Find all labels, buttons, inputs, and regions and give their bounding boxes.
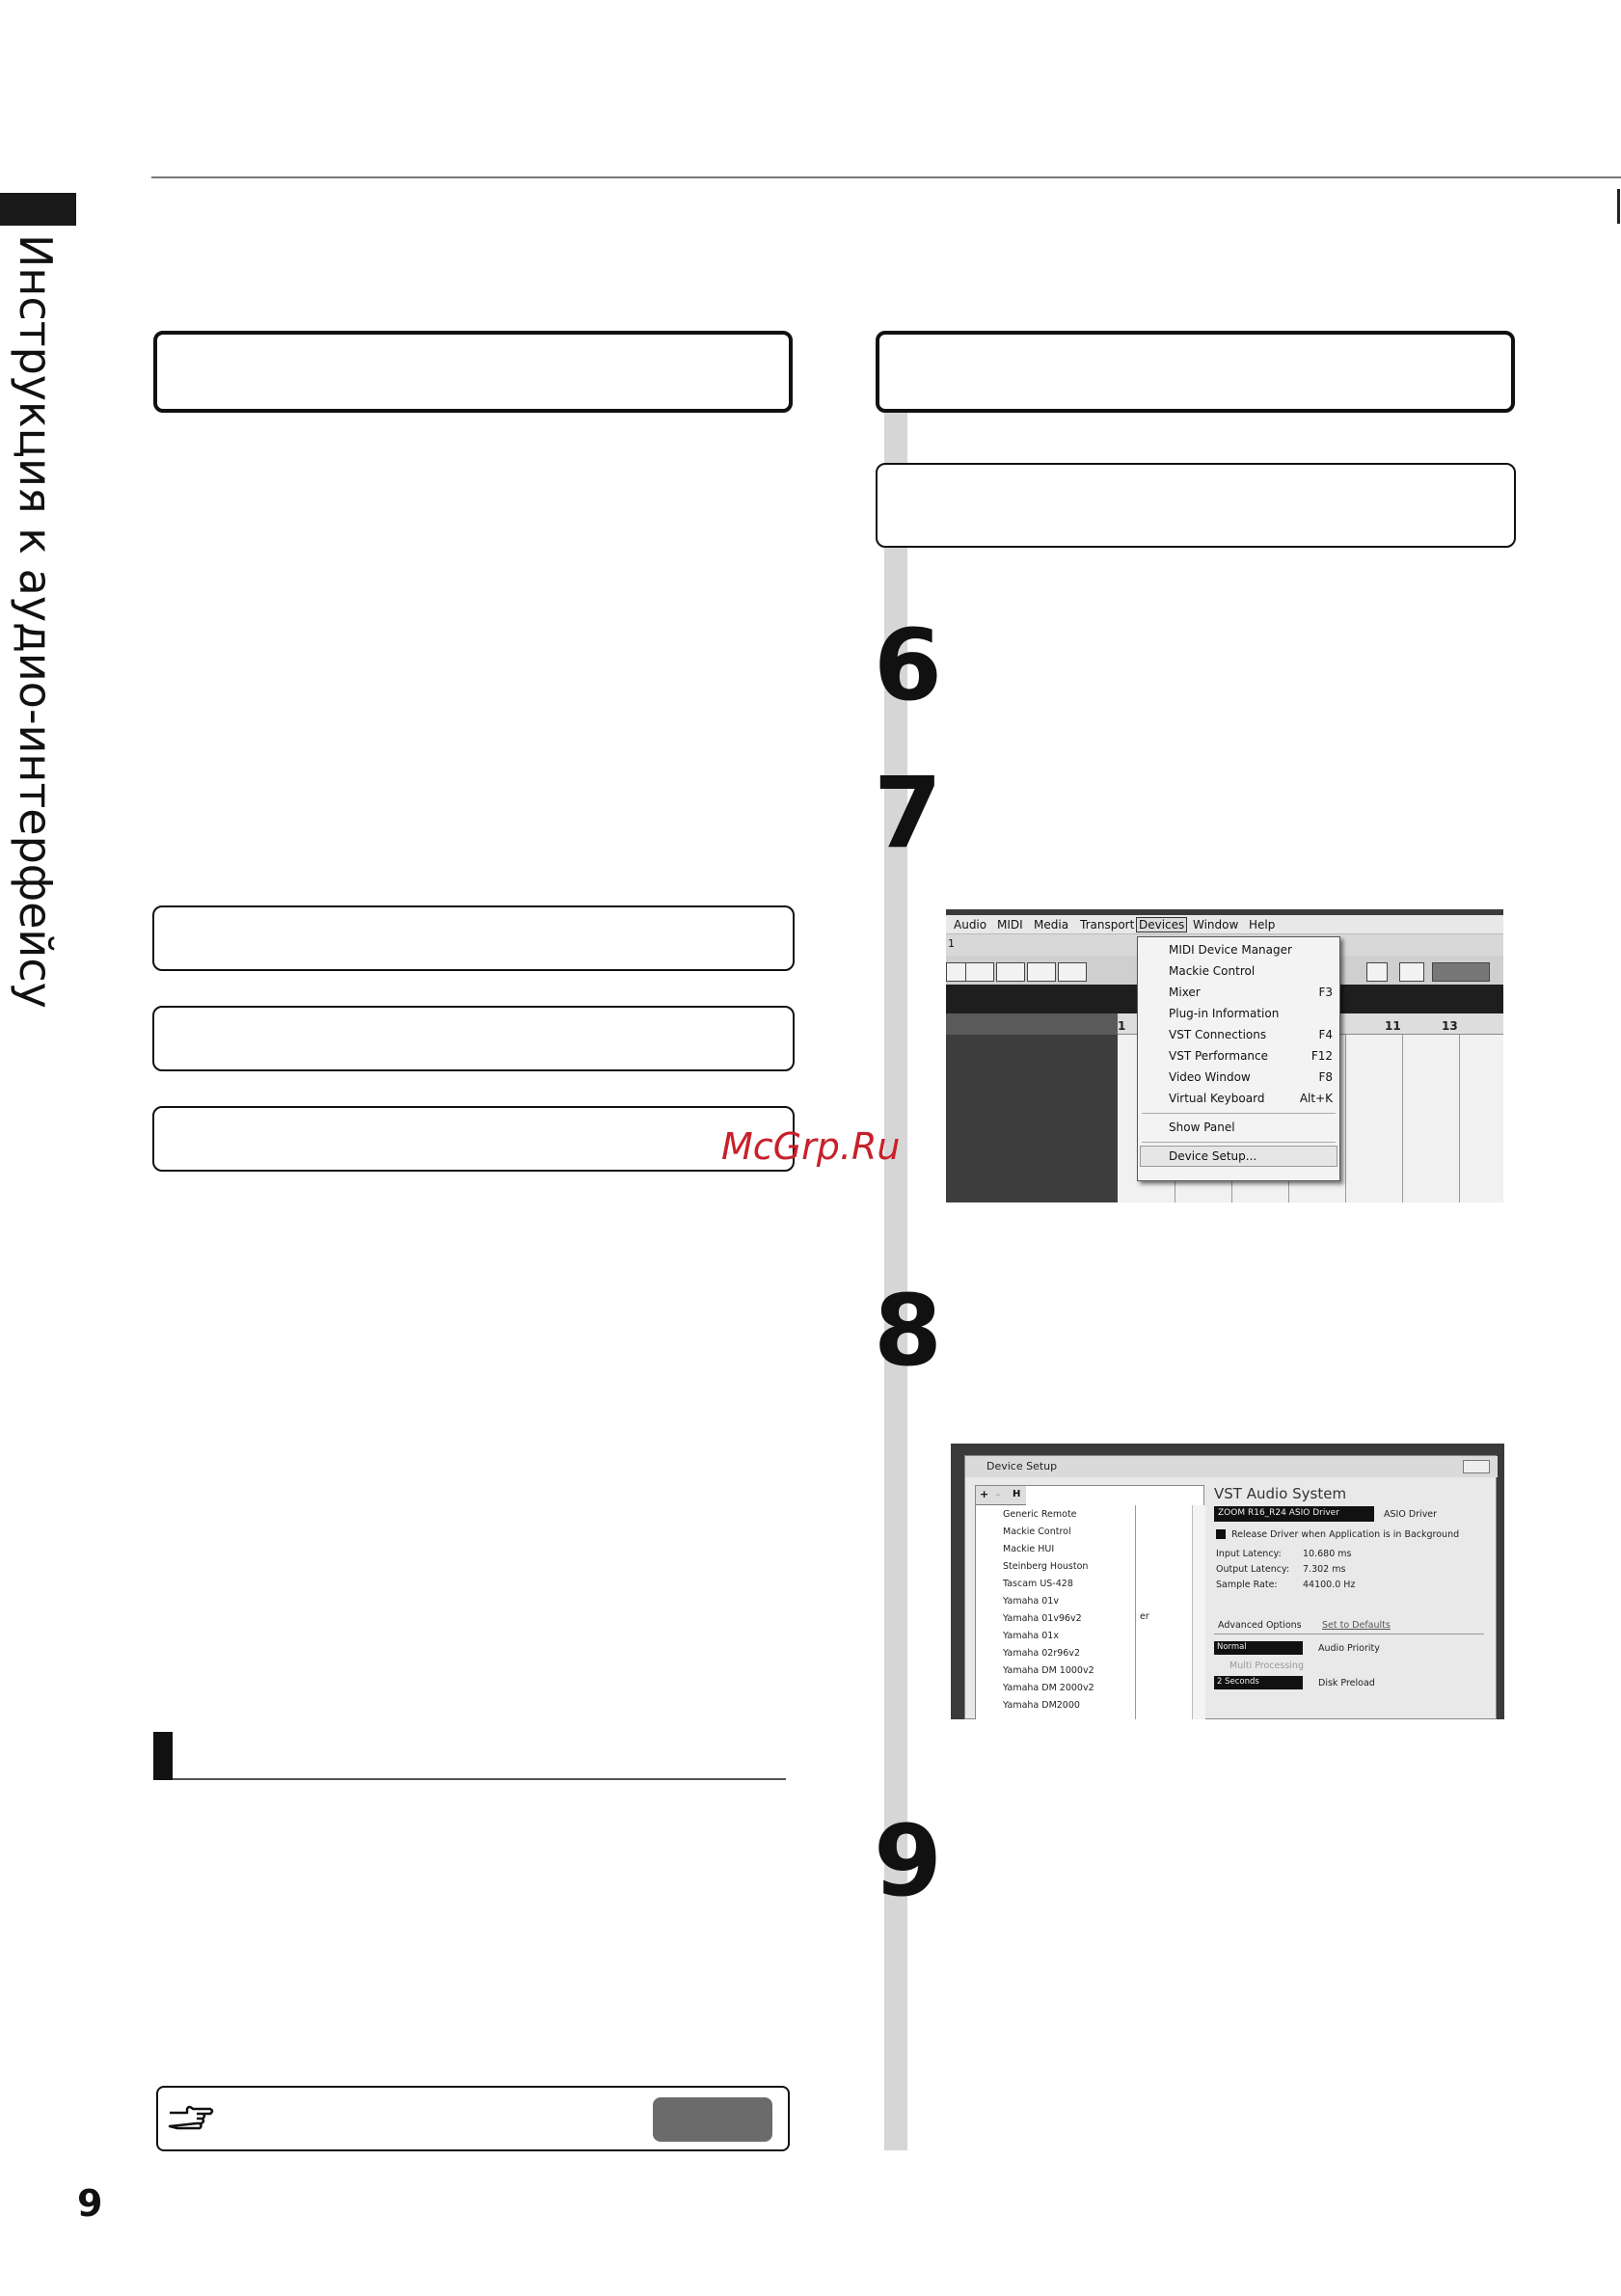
list-item[interactable]: Yamaha DM2000 bbox=[1003, 1700, 1080, 1711]
advanced-options-label: Advanced Options bbox=[1218, 1620, 1302, 1631]
release-driver-checkbox[interactable] bbox=[1216, 1529, 1226, 1539]
menu-bar bbox=[946, 915, 1503, 934]
grid-line bbox=[1459, 1035, 1460, 1202]
corner-tab bbox=[0, 193, 76, 226]
disk-preload-label: Disk Preload bbox=[1318, 1678, 1375, 1688]
input-latency-label: Input Latency: bbox=[1216, 1549, 1282, 1559]
left-box-2 bbox=[152, 1006, 795, 1071]
audio-priority-select[interactable]: Normal bbox=[1214, 1641, 1303, 1655]
reset-icon[interactable]: H bbox=[1013, 1489, 1021, 1499]
project-row: 1 bbox=[946, 934, 1503, 956]
step-number-7: 7 bbox=[874, 756, 938, 871]
menu-item-midi-device-manager[interactable]: MIDI Device Manager bbox=[1169, 943, 1292, 957]
list-item[interactable]: Yamaha 02r96v2 bbox=[1003, 1648, 1081, 1659]
device-list-panel bbox=[975, 1485, 1204, 1719]
play-button[interactable] bbox=[1027, 962, 1056, 982]
list-item[interactable]: Yamaha DM 2000v2 bbox=[1003, 1683, 1094, 1693]
list-item[interactable]: Yamaha 01x bbox=[1003, 1631, 1059, 1641]
grid-line bbox=[1402, 1035, 1403, 1202]
cycle-button[interactable] bbox=[965, 962, 994, 982]
list-item[interactable]: Steinberg Houston bbox=[1003, 1561, 1089, 1572]
device-setup-screenshot bbox=[951, 1444, 1504, 1719]
snap-button[interactable] bbox=[1399, 962, 1424, 982]
window-title: Device Setup bbox=[965, 1456, 1498, 1477]
section-marker bbox=[153, 1732, 173, 1780]
vertical-title: Инструкция к аудио-интерфейсу bbox=[10, 234, 62, 1009]
menu-item-video-window[interactable]: Video Window F8 bbox=[1169, 1070, 1333, 1084]
remove-icon[interactable]: – bbox=[995, 1488, 1001, 1500]
device-list-dropdown bbox=[976, 1505, 1136, 1719]
menu-transport[interactable]: Transport bbox=[1080, 918, 1135, 932]
output-latency-value: 7.302 ms bbox=[1303, 1564, 1346, 1575]
record-button[interactable] bbox=[1058, 962, 1087, 982]
sample-rate-value: 44100.0 Hz bbox=[1303, 1580, 1356, 1590]
ruler-number: 13 bbox=[1442, 1019, 1458, 1033]
section-rule bbox=[173, 1778, 786, 1780]
devices-menu-screenshot bbox=[946, 909, 1503, 1202]
ruler-number: 1 bbox=[1118, 1019, 1126, 1033]
track-list-header bbox=[946, 1013, 1118, 1035]
left-box-3 bbox=[152, 1106, 795, 1172]
close-icon[interactable] bbox=[1463, 1460, 1490, 1473]
release-driver-label: Release Driver when Application is in Background bbox=[1231, 1529, 1460, 1540]
reference-page-badge[interactable] bbox=[653, 2097, 772, 2142]
multi-processing-label[interactable]: Multi Processing bbox=[1229, 1661, 1304, 1671]
sample-rate-label: Sample Rate: bbox=[1216, 1580, 1278, 1590]
menu-audio[interactable]: Audio bbox=[954, 918, 987, 932]
menu-item-mixer[interactable]: Mixer F3 bbox=[1169, 986, 1333, 999]
grid-line bbox=[1345, 1035, 1346, 1202]
track-list bbox=[946, 1013, 1118, 1202]
menu-media[interactable]: Media bbox=[1034, 918, 1069, 932]
menu-item-vst-connections[interactable]: VST Connections F4 bbox=[1169, 1028, 1333, 1041]
pointing-hand-icon bbox=[168, 2099, 216, 2136]
top-rule bbox=[151, 176, 1621, 178]
input-latency-value: 10.680 ms bbox=[1303, 1549, 1352, 1559]
ruler-number: 11 bbox=[1385, 1019, 1401, 1033]
scrollbar[interactable] bbox=[1192, 1505, 1205, 1719]
menu-item-vst-performance[interactable]: VST Performance F12 bbox=[1169, 1049, 1333, 1063]
menu-separator bbox=[1142, 1142, 1336, 1143]
set-to-defaults-link[interactable]: Set to Defaults bbox=[1322, 1620, 1391, 1631]
menu-item-device-setup[interactable]: Device Setup... bbox=[1169, 1149, 1257, 1163]
menu-devices[interactable]: Devices bbox=[1136, 917, 1187, 932]
asio-driver-label: ASIO Driver bbox=[1384, 1509, 1438, 1520]
menu-midi[interactable]: MIDI bbox=[997, 918, 1023, 932]
left-box-1 bbox=[152, 905, 795, 971]
step-number-9: 9 bbox=[874, 1804, 938, 1919]
step-number-6: 6 bbox=[874, 608, 938, 723]
step-number-8: 8 bbox=[874, 1274, 938, 1389]
panel-title: VST Audio System bbox=[1214, 1485, 1347, 1502]
page-number: 9 bbox=[77, 2182, 103, 2225]
list-item[interactable]: Mackie Control bbox=[1003, 1526, 1071, 1537]
menu-help[interactable]: Help bbox=[1249, 918, 1276, 932]
disk-preload-select[interactable]: 2 Seconds bbox=[1214, 1676, 1303, 1689]
menu-item-virtual-keyboard[interactable]: Virtual Keyboard Alt+K bbox=[1169, 1092, 1333, 1105]
list-item[interactable]: Yamaha 01v96v2 bbox=[1003, 1613, 1082, 1624]
list-item[interactable]: Mackie HUI bbox=[1003, 1544, 1055, 1554]
list-item[interactable]: Yamaha 01v bbox=[1003, 1596, 1059, 1607]
right-heading-box bbox=[876, 331, 1515, 413]
stop-button[interactable] bbox=[996, 962, 1025, 982]
add-icon[interactable]: + bbox=[980, 1488, 989, 1500]
menu-item-show-panel[interactable]: Show Panel bbox=[1169, 1121, 1235, 1134]
tool-button[interactable] bbox=[1366, 962, 1388, 982]
device-list-toolbar bbox=[976, 1486, 1026, 1505]
menu-item-plugin-information[interactable]: Plug-in Information bbox=[1169, 1007, 1280, 1020]
list-item[interactable]: Yamaha DM 1000v2 bbox=[1003, 1665, 1094, 1676]
asio-driver-select[interactable]: ZOOM R16_R24 ASIO Driver bbox=[1214, 1506, 1374, 1522]
output-latency-label: Output Latency: bbox=[1216, 1564, 1290, 1575]
grid-select[interactable] bbox=[1432, 962, 1490, 982]
menu-item-mackie-control[interactable]: Mackie Control bbox=[1169, 964, 1256, 978]
right-edge-tick bbox=[1617, 189, 1620, 224]
vst-audio-system-panel bbox=[1214, 1485, 1494, 1719]
devices-dropdown-menu bbox=[1137, 936, 1340, 1181]
list-item[interactable]: Tascam US-428 bbox=[1003, 1579, 1073, 1589]
audio-priority-label: Audio Priority bbox=[1318, 1643, 1380, 1654]
device-setup-window bbox=[964, 1455, 1497, 1719]
cutoff-label: er bbox=[1140, 1611, 1149, 1622]
left-heading-box bbox=[153, 331, 793, 413]
right-note-box bbox=[876, 463, 1516, 548]
menu-separator bbox=[1142, 1113, 1336, 1114]
list-item[interactable]: Generic Remote bbox=[1003, 1509, 1077, 1520]
menu-window[interactable]: Window bbox=[1193, 918, 1239, 932]
watermark: McGrp.Ru bbox=[721, 1125, 901, 1168]
reference-box bbox=[156, 2086, 790, 2151]
